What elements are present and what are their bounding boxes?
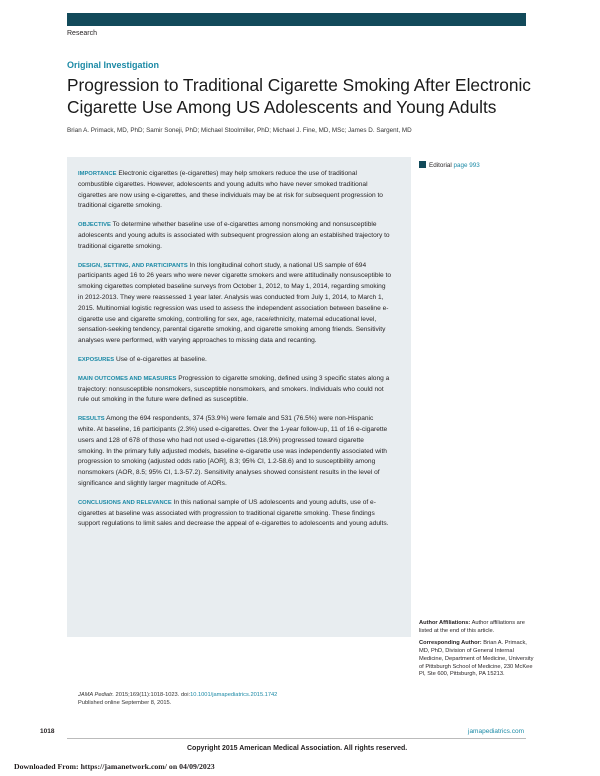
citation: JAMA Pediatr. 2015;169(11):1018-1023. doi:10.1001/jamapediatrics.2015.1742 Published online September 8, 2015. (78, 692, 278, 706)
article-type: Original Investigation (67, 60, 160, 70)
author-affiliations: Author Affiliations: Author affiliations are listed at the end of this article. (419, 620, 525, 634)
corresponding-author: Corresponding Author: Brian A. Primack, MD, PhD, Division of General Internal Medicine, Department of Medicine, University of Pittsburgh School of Medicine, 230 McKee Pl, Ste 600, Pittsburgh, PA 15213. (419, 639, 534, 678)
download-stamp: Downloaded From: https://jamanetwork.com/ on 04/09/2023 (14, 762, 215, 771)
abstract-importance: IMPORTANCE Electronic cigarettes (e-cigarettes) may help smokers reduce the use of traditional combustible cigarettes. However, adolescents and young adults who have never smoked traditional cigarettes are now using e-cigarettes, and these individuals may be at risk for subsequent progression to traditional cigarette smoking. (78, 170, 383, 210)
abstract-label: RESULTS (78, 416, 105, 423)
abstract-design: DESIGN, SETTING, AND PARTICIPANTS In this longitudinal cohort study, a national US sample of 694 participants aged 16 to 26 years who were never cigarette smokers and were attitudinally nonsusceptible to smoking cigarettes completed baseline surveys from October 1, 2012, to May 1, 2014, regarding smoking in 2012-2013. They were reassessed 1 year later. Analysis was conducted from July 1, 2014, to March 1, 2015. Multinomial logistic regression was used to assess the independent association between baseline e-cigarette use and cigarette smoking, controlling for sex, age, race/ethnicity, maternal educational level, sensation-seeking tendency, parental cigarette smoking, and cigarette smoking among friends. Sensitivity analyses were performed, with varying approaches to missing data and recanting. (78, 261, 392, 345)
abstract-results: RESULTS Among the 694 respondents, 374 (53.9%) were female and 531 (76.5%) were non-Hispanic white. At baseline, 16 participants (2.3%) used e-cigarettes. Over the 1-year follow-up, 11 of 16 e-cigarette users and 128 of 678 of those who had not used e-cigarettes (18.9%) progressed toward cigarette smoking. In the primary fully adjusted models, baseline e-cigarette use was independently associated with progression to smoking (adjusted odds ratio [AOR], 8.3; 95% CI, 1.2-58.6) and to susceptibility among nonsmokers (AOR, 8.5; 95% CI, 1.3-57.2). Sensitivity analyses showed consistent results in the level of significance and slightly larger magnitude of AORs. (78, 415, 388, 487)
journal-name: JAMA Pediatr. (78, 692, 114, 698)
publication-date: Published online September 8, 2015. (78, 700, 172, 706)
abstract-label: MAIN OUTCOMES AND MEASURES (78, 375, 177, 382)
copyright-notice: Copyright 2015 American Medical Association. All rights reserved. (187, 745, 408, 752)
journal-site-link[interactable]: jamapediatrics.com (468, 728, 524, 735)
abstract-label: IMPORTANCE (78, 171, 117, 177)
page-number: 1018 (40, 728, 55, 735)
editorial-square-icon (419, 161, 426, 168)
header-bar (67, 13, 526, 26)
author-list: Brian A. Primack, MD, PhD; Samir Soneji, PhD; Michael Stoolmiller, PhD; Michael J. Fine, MD, MSc; James D. Sargent, MD (67, 127, 412, 134)
footer-divider (67, 738, 526, 739)
abstract-outcomes: MAIN OUTCOMES AND MEASURES Progression to cigarette smoking, defined using 3 specific states along a trajectory: nonsusceptible nonsmokers, susceptible nonsmokers, and smokers. Individuals who could not rule out smoking in the future were defined as susceptible. (78, 374, 390, 404)
abstract-label: CONCLUSIONS AND RELEVANCE (78, 499, 172, 506)
abstract-label: DESIGN, SETTING, AND PARTICIPANTS (78, 262, 188, 269)
editorial-page-link[interactable]: page 993 (453, 162, 480, 169)
abstract-label: EXPOSURES (78, 356, 115, 363)
abstract-box (67, 157, 411, 637)
abstract-conclusions: CONCLUSIONS AND RELEVANCE In this national sample of US adolescents and young adults, use of e-cigarettes at baseline was associated with progression to traditional cigarette smoking. These findings support regulations to limit sales and decrease the appeal of e-cigarettes to adolescents and young adults. (78, 498, 389, 528)
abstract-objective: OBJECTIVE To determine whether baseline use of e-cigarettes among nonsmoking and nonsusceptible adolescents and young adults is associated with subsequent progression along an established trajectory to traditional cigarette smoking. (78, 221, 390, 250)
editorial-note: Editorial page 993 (419, 161, 480, 169)
article-title: Progression to Traditional Cigarette Smoking After Electronic Cigarette Use Among US Adolescents and Young Adults (67, 75, 531, 117)
author-sidebar (419, 620, 534, 683)
abstract-exposures: EXPOSURES Use of e-cigarettes at baseline. (78, 355, 207, 363)
abstract-label: OBJECTIVE (78, 222, 111, 229)
section-label: Research (67, 30, 97, 37)
doi-link[interactable]: 10.1001/jamapediatrics.2015.1742 (190, 692, 278, 698)
